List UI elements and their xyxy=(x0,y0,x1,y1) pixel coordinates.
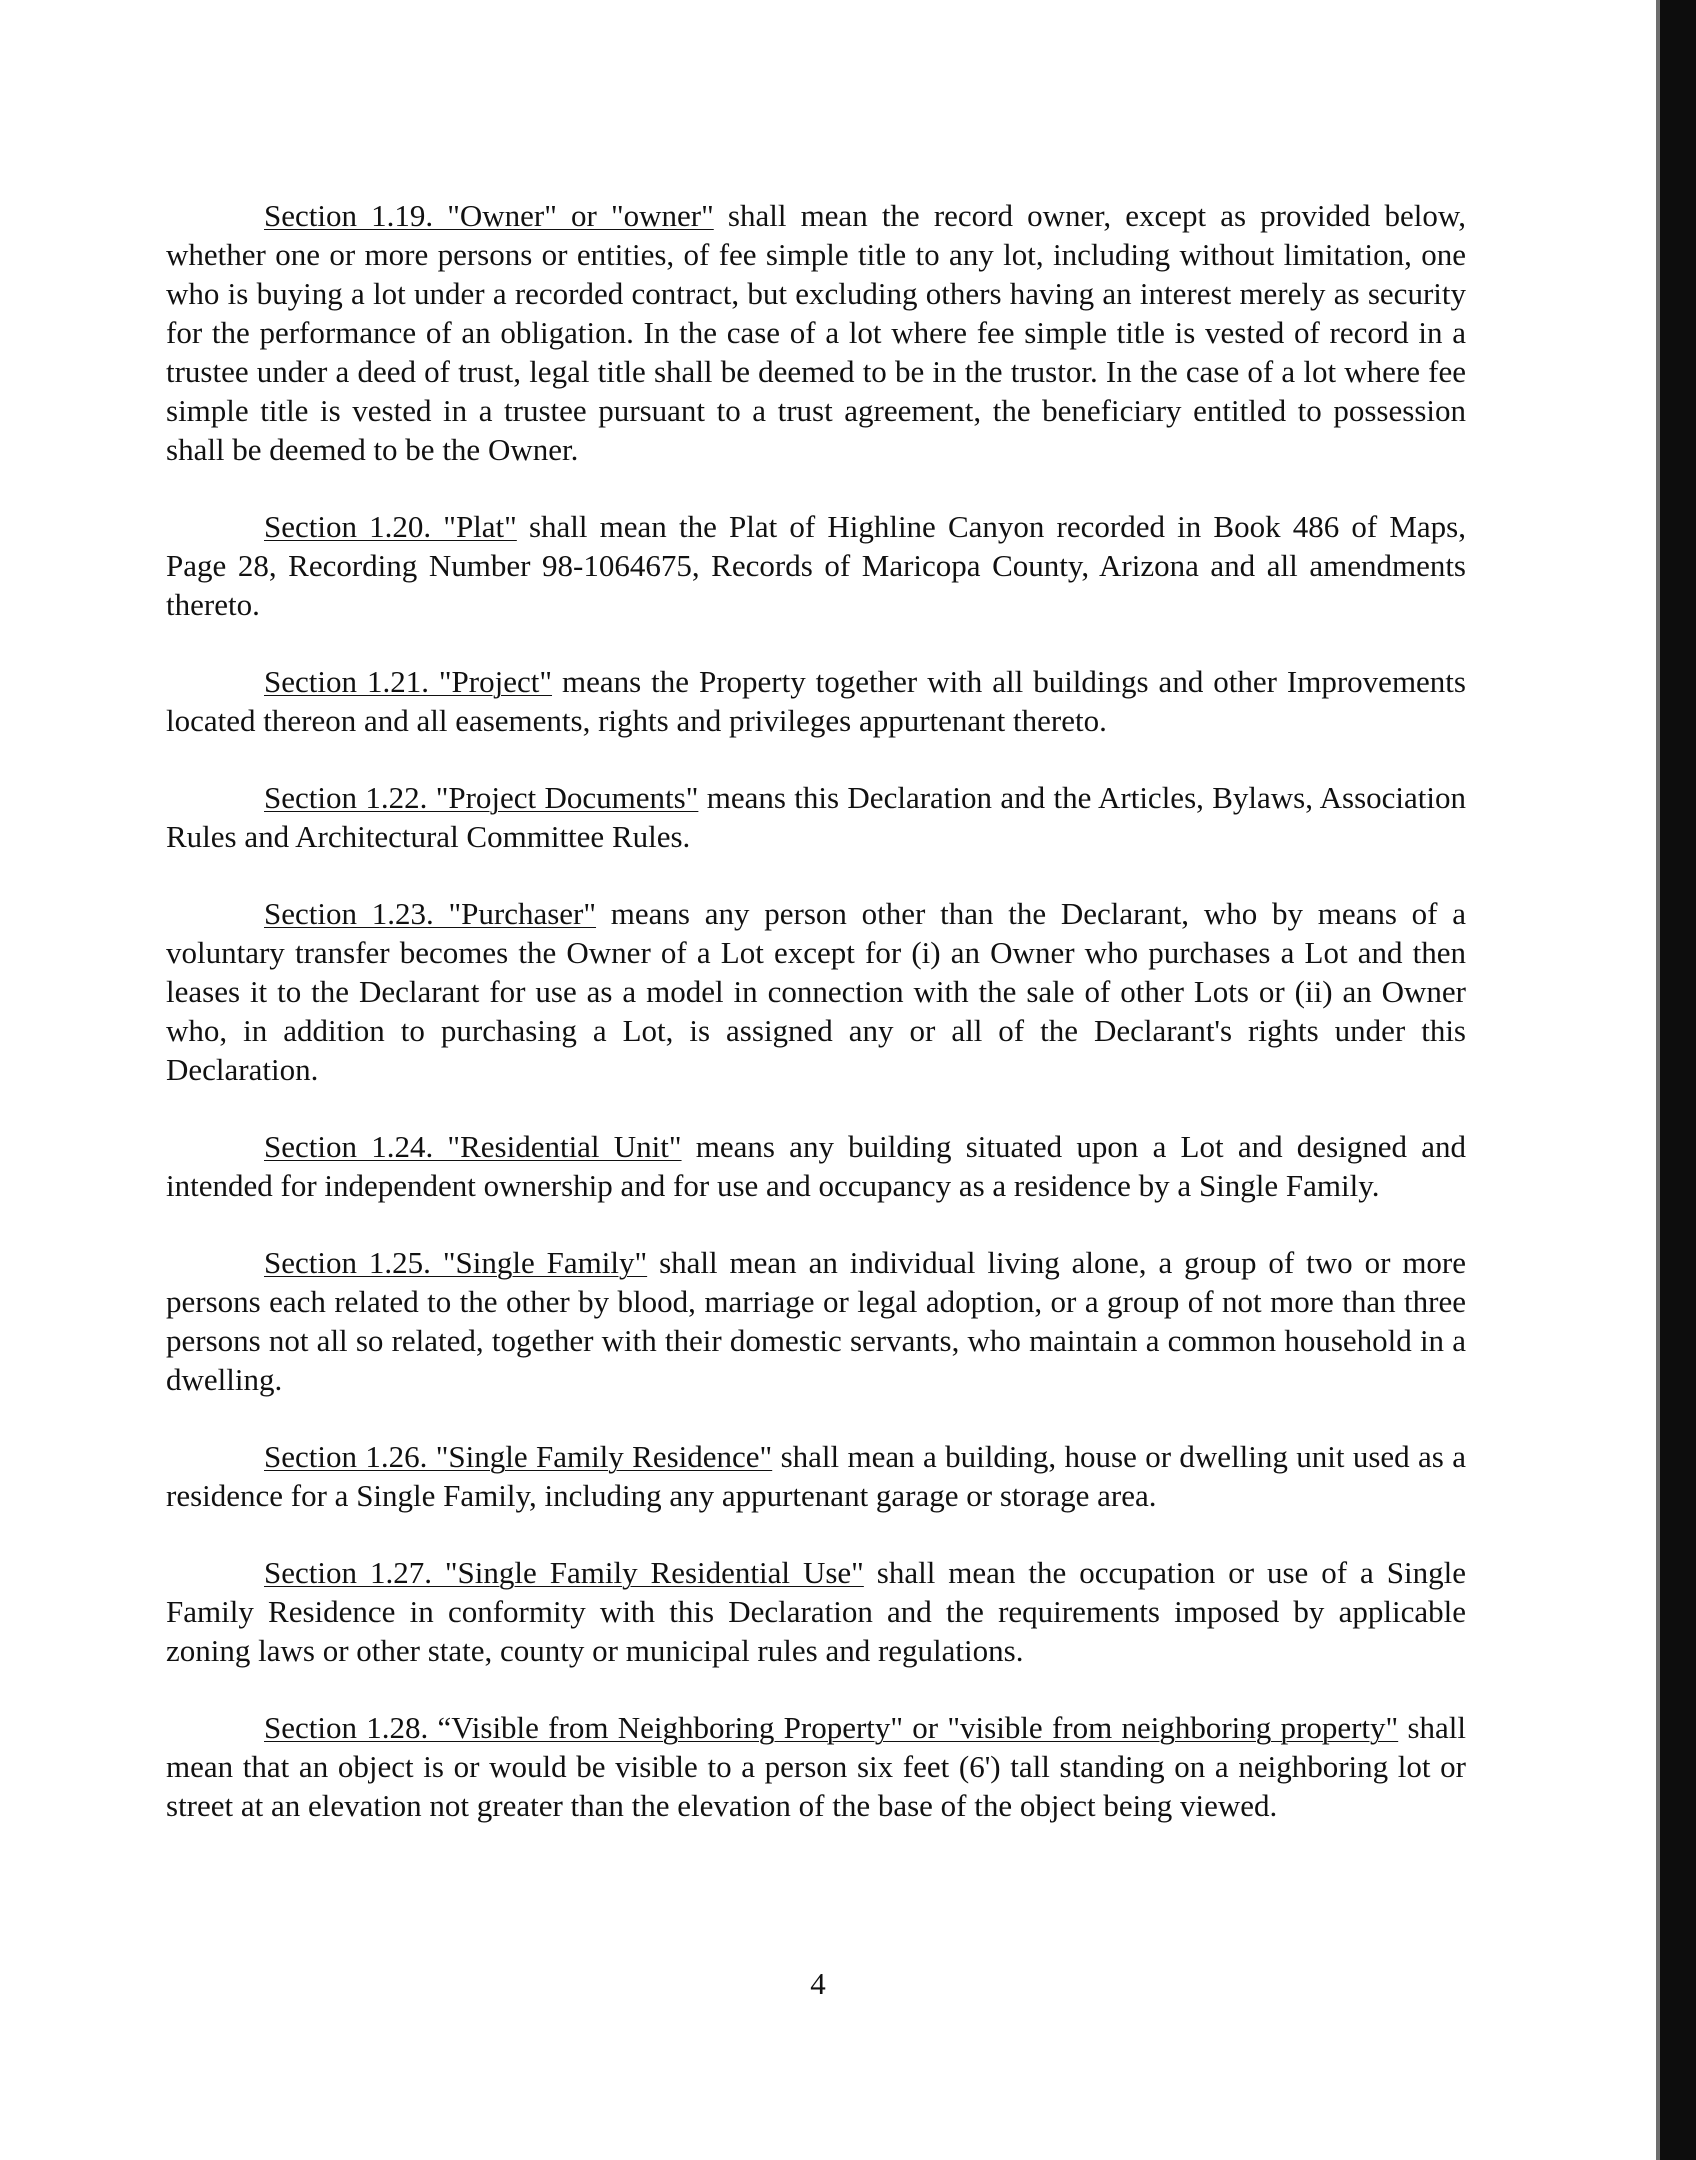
section-1-28 xyxy=(166,1708,1466,1825)
section-heading: Section 1.25. "Single Family" xyxy=(264,1245,648,1280)
section-1-21 xyxy=(166,662,1466,740)
page-number: 4 xyxy=(810,1966,826,2001)
section-1-27 xyxy=(166,1553,1466,1670)
section-text: means any person other than the Declarant, who by means of a voluntary transfer becomes the Owner of a Lot except for (i) an Owner who purchases a Lot and then leases it to the Declarant for use as a model in connection with the sale of other Lots or (ii) an Owner who, in addition to purchasing a Lot, is assigned any or all of the Declarant's rights under this Declaration. xyxy=(166,896,1466,1087)
section-heading: Section 1.20. "Plat" xyxy=(264,509,517,544)
section-heading: Section 1.26. "Single Family Residence" xyxy=(264,1439,773,1474)
section-heading: Section 1.28. “Visible from Neighboring Property" or "visible from neighboring property" xyxy=(264,1710,1399,1745)
section-1-19 xyxy=(166,196,1466,469)
section-1-22 xyxy=(166,778,1466,856)
section-heading: Section 1.22. "Project Documents" xyxy=(264,780,699,815)
section-text: shall mean the occupation or use of a Single Family Residence in conformity with this Declaration and the requirements imposed by applicable zoning laws or other state, county or municipal rules and regulations. xyxy=(166,1555,1466,1668)
section-heading: Section 1.19. "Owner" or "owner" xyxy=(264,198,714,233)
section-text: shall mean an individual living alone, a group of two or more persons each related to the other by blood, marriage or legal adoption, or a group of not more than three persons not all so related, together with their domestic servants, who maintain a common household in a dwelling. xyxy=(166,1245,1467,1397)
section-text: shall mean that an object is or would be visible to a person six feet (6') tall standing on a neighboring lot or street at an elevation not greater than the elevation of the base of the object being viewed. xyxy=(166,1710,1466,1823)
section-text: means the Property together with all buildings and other Improvements located thereon and all easements, rights and privileges appurtenant thereto. xyxy=(166,664,1466,738)
section-text: shall mean a building, house or dwelling unit used as a residence for a Single Family, including any appurtenant garage or storage area. xyxy=(166,1439,1466,1513)
section-1-26 xyxy=(166,1437,1466,1515)
section-heading: Section 1.23. "Purchaser" xyxy=(264,896,597,931)
section-text: shall mean the record owner, except as provided below, whether one or more persons or entities, of fee simple title to any lot, including without limitation, one who is buying a lot under a recorded contract, but excluding others having an interest merely as security for the performance of an obligation. In the case of a lot where fee simple title is vested of record in a trustee under a deed of trust, legal title shall be deemed to be in the trustor. In the case of a lot where fee simple title is vested in a trustee pursuant to a trust agreement, the beneficiary entitled to possession shall be deemed to be the Owner. xyxy=(166,198,1466,467)
section-heading: Section 1.27. "Single Family Residential Use" xyxy=(264,1555,864,1590)
section-heading: Section 1.21. "Project" xyxy=(264,664,553,699)
section-text: shall mean the Plat of Highline Canyon recorded in Book 486 of Maps, Page 28, Recording Number 98-1064675, Records of Maricopa County, Arizona and all amendments thereto. xyxy=(166,509,1466,622)
section-text: means this Declaration and the Articles, Bylaws, Association Rules and Architectural Committee Rules. xyxy=(166,780,1467,854)
section-1-24 xyxy=(166,1127,1466,1205)
section-1-23 xyxy=(166,894,1466,1089)
document-body xyxy=(166,196,1466,1863)
section-text: means any building situated upon a Lot and designed and intended for independent ownership and for use and occupancy as a residence by a Single Family. xyxy=(166,1129,1466,1203)
section-1-20 xyxy=(166,507,1466,624)
section-1-25 xyxy=(166,1243,1466,1399)
section-heading: Section 1.24. "Residential Unit" xyxy=(264,1129,682,1164)
scan-edge xyxy=(1660,0,1696,2160)
